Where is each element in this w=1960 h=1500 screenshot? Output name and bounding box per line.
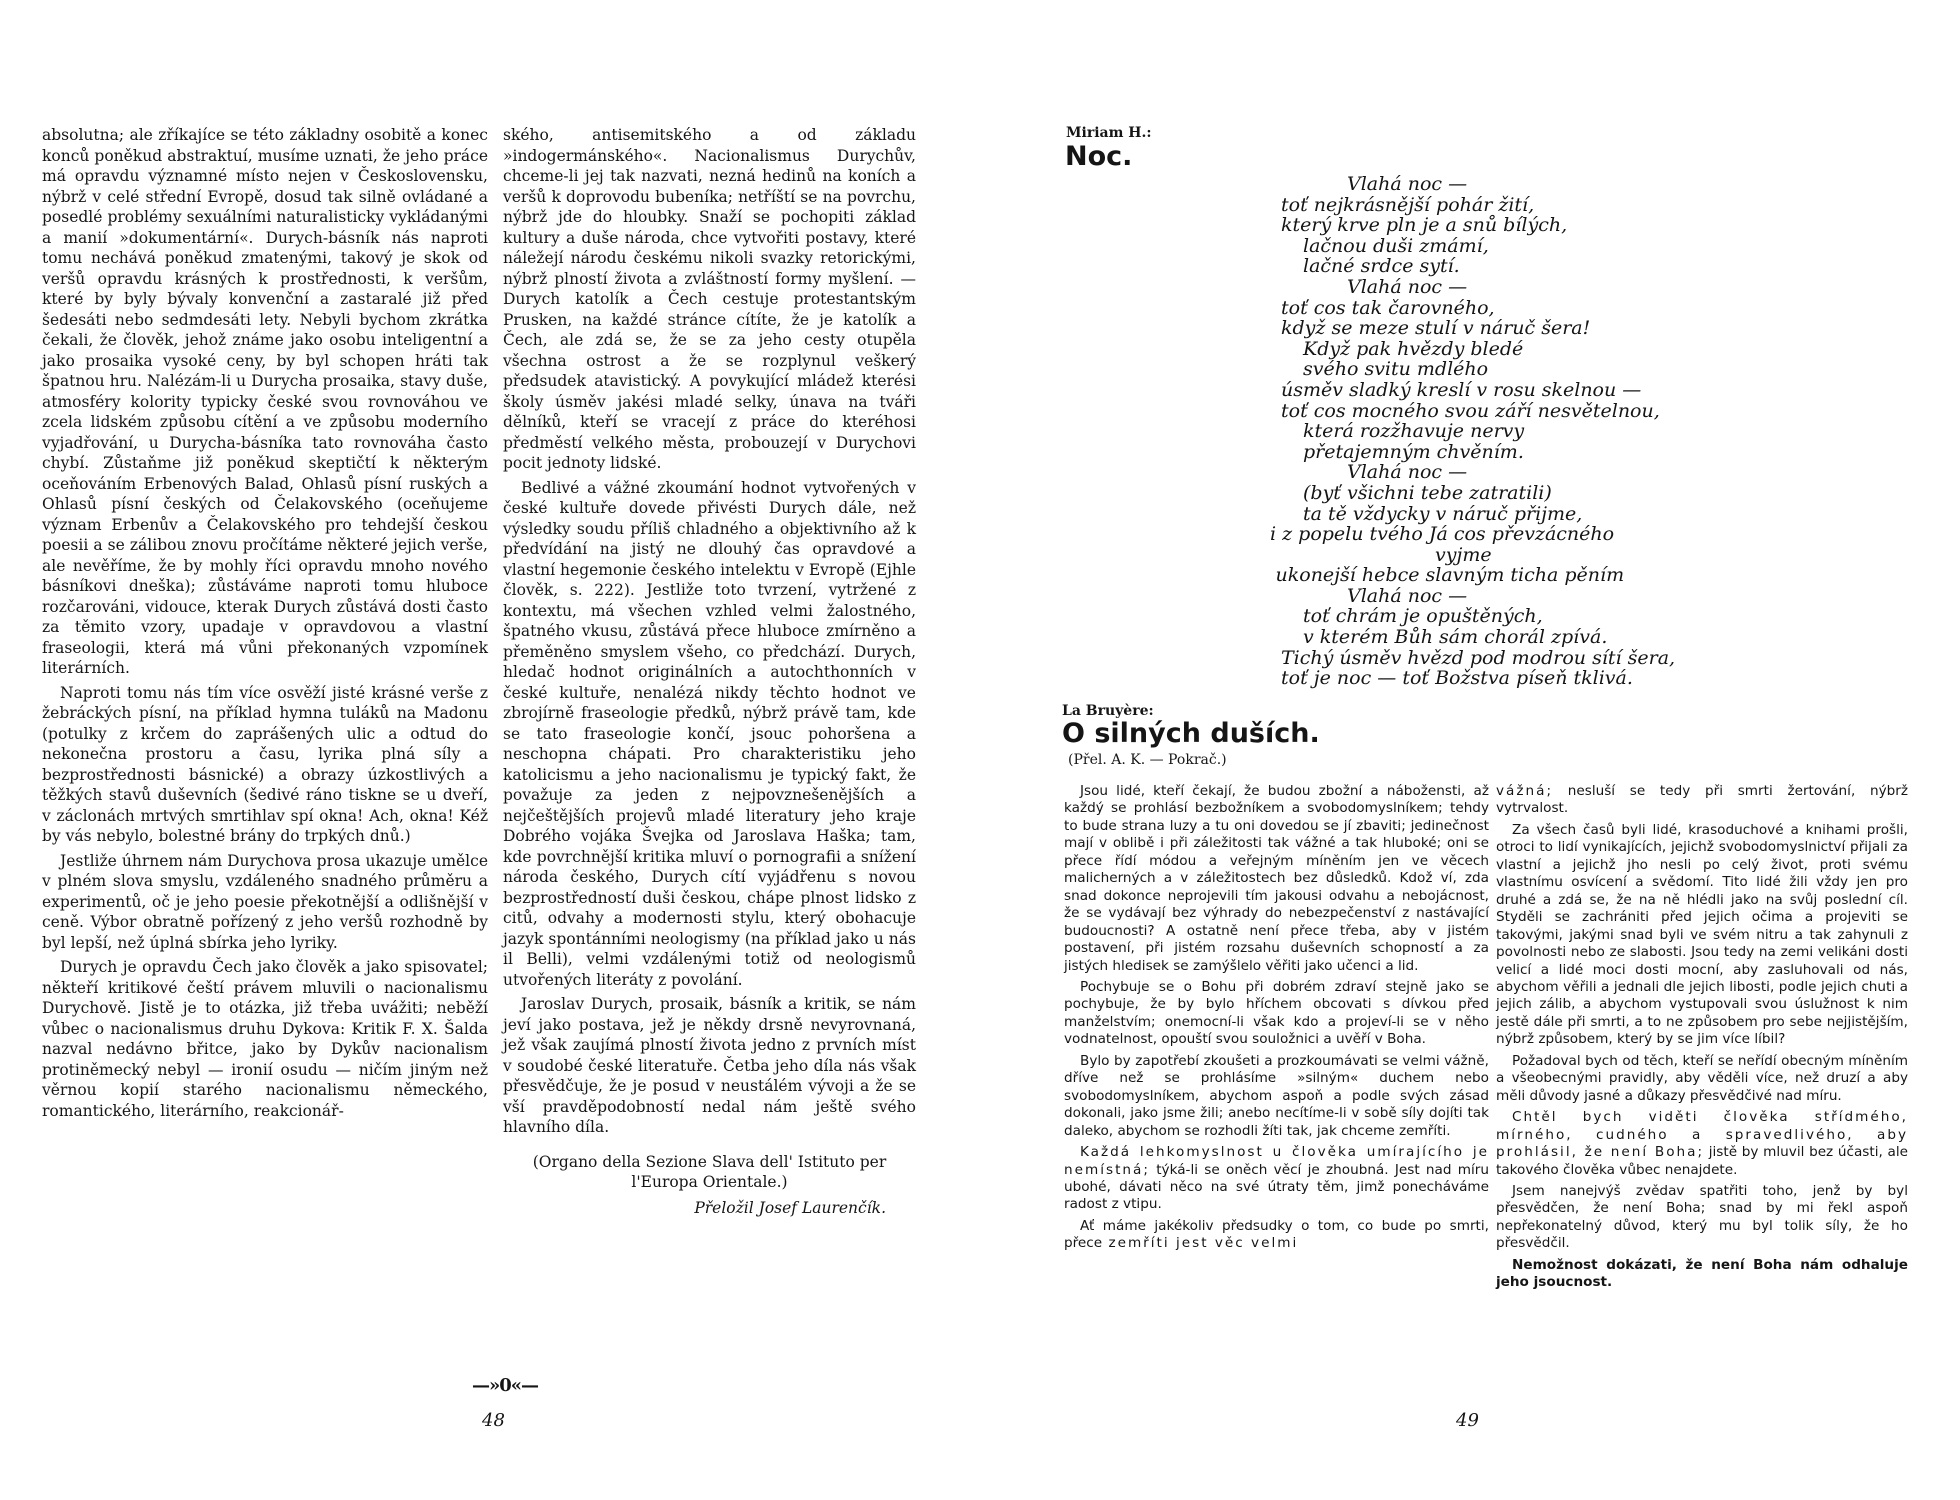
- poem-line: vyjme: [1435, 543, 1492, 566]
- poem-line: toť chrám je opuštěných,: [1303, 605, 1543, 628]
- poem-line: který krve pln je a snů bílých,: [1281, 214, 1568, 237]
- right-page: [980, 0, 1960, 1500]
- paragraph: Naproti tomu nás tím více osvěží jisté krásné verše z žebráckých písní, na příklad hymna tuláků na Madonu (potulky z krčem do zaprášených ulic a odtud do nekonečna prostoru a času, lyrika plná síly a bezprostřednosti básnické) a obrazy úzkostlivých a těžkých stavů duševních (šedivé ráno tiskne se u dveří, v záclonách mrtvých smrtihlav spí okna! Ach, okna! Kéž by vás nebylo, bolestné brány do trpkých dnů.): [42, 683, 488, 845]
- poem-line: toť je noc — toť Božstva píseň tklivá.: [1281, 667, 1633, 690]
- paragraph: [1496, 783, 1908, 818]
- essay-column-2: [1496, 783, 1908, 1296]
- source-note: [503, 1152, 916, 1192]
- paragraph: Jsou lidé, kteří čekají, že budou zbožní a nábožensti, až každý se prohlásí bezbožníkem a svobodomyslníkem; tehdy to bude strana luzy a tu oni dovedou se jí zbaviti; jedinečnost mají v oblibě i při záležitosti tak vážné a tak hluboké; oni se přece řídí módou a veřejným míněním jen ve věcech malicherných a v záležitostech bez důsledků. Kdož ví, zda snad dokonce neprojevili tím jakousi odvahu a nebojácnost, že se vydávají bez výhrady do nebezpečenství z nastávající budoucnosti? A ostatně není přece třeba, aby v jistém postavení, při jistém rozsahu duševních schopností a za jistých hledisek se zamýšlelo věřiti jako učenci a lid.: [1064, 783, 1489, 974]
- poem-line: Když pak hvězdy bledé: [1303, 337, 1524, 360]
- paragraph-bold: Nemožnost dokázati, že není Boha nám odhaluje jeho jsoucnost.: [1496, 1256, 1908, 1291]
- poem-line: toť nejkrásnější pohár žití,: [1281, 193, 1535, 216]
- poem-line: lačné srdce sytí.: [1303, 255, 1460, 278]
- poem-title: Noc.: [1065, 141, 1133, 172]
- paragraph-text: týká-li se oněch věcí je zhoubná. Jest nad míru ubohé, dávati něco na své útraty těm, jimž ponecháváme radost z vtipu.: [1064, 1161, 1489, 1213]
- left-column-1: [42, 125, 488, 1125]
- spaced-emphasis: vážná;: [1496, 783, 1554, 799]
- paragraph: [1496, 1109, 1908, 1179]
- paragraph: Za všech časů byli lidé, krasoduchové a knihami prošli, otroci to lidí vynikajících, jejichž svobodomyslnictví přijali za vlastní a jejichž jho nesli po celý život, proti svému vlastnímu osvícení a svědomí. Tito lidé žili vždy jen pro druhé a zdá se, že na ně hlédli jako na svůj poslední cíl. Styděli se zachrániti před jejich očima a projeviti se takovými, jakými snad byli ve svém nitru a tak zahynuli z povolnosti nebo ze slabosti. Jsou tedy na zemi velikáni dosti velicí a lidé moci dosti mocní, aby zasluhovali od nás, abychom věřili a jednali dle jejich libosti, podle jejich chuti a jejich zálib, a abychom vystupovali svou úslužnost k nim jestě dále při smrti, a to ne způsobem pro sebe nejjistějším, nýbrž způsobem, který by se jim více líbil?: [1496, 821, 1908, 1048]
- page-number: 48: [482, 1410, 505, 1431]
- spaced-emphasis: Chtěl bych viděti člověka střídmého, mírného, cudného a spravedlivého, aby prohlásil, že není Boha;: [1496, 1109, 1908, 1161]
- essay-title: O silných duších.: [1062, 718, 1320, 749]
- poem-line: Vlahá noc —: [1347, 584, 1468, 607]
- poem-line: která rozžhavuje nervy: [1303, 420, 1525, 443]
- poem-line: (byť všichni tebe zatratili): [1303, 481, 1552, 504]
- paragraph: ského, antisemitského a od základu »indogermánského«. Nacionalismus Durychův, chceme-li jej tak nazvati, nezná hedinů na koních a veršů k doprovodu bubeníka; netříští se na povrchu, nýbrž jde do hloubky. Snaží se pochopiti základ kultury a duše národa, chce vytvořiti postavy, které náležejí národu českému nikoli svazky retorickými, nýbrž plností života a zvláštností formy myšlení. — Durych katolík a Čech cestuje protestantským Prusken, na každé stránce cítíte, že je katolík a Čech, ale zdá se, že se za jeho cesty otupěla všechna ostrost a že se rozplynul veškerý předsudek atavistický. A povykující mládež kterési školy úsměv jakési mladé selky, únava na tváři dělníků, kteří se vracejí z práce do kteréhosi předměstí velkého města, probouzejí v Durychovi pocit jednoty lidské.: [503, 126, 916, 472]
- poem-line: i z popelu tvého Já cos převzácného: [1270, 523, 1615, 546]
- poem-author: Miriam H.:: [1066, 125, 1152, 141]
- source-note-line: l'Europa Orientale.): [631, 1172, 788, 1191]
- paragraph-text: nesluší se tedy při smrti žertování, nýbrž vytrvalost.: [1496, 783, 1908, 817]
- poem-line: Vlahá noc —: [1347, 173, 1468, 195]
- poem-line: toť cos mocného svou září nesvětelnou,: [1281, 399, 1660, 422]
- paragraph: [1064, 1144, 1489, 1214]
- poem-line: úsměv sladký kreslí v rosu skelnou —: [1281, 378, 1642, 401]
- poem-line: Vlahá noc —: [1347, 461, 1468, 484]
- source-note-line: (Organo della Sezione Slava dell' Istituto per: [532, 1152, 887, 1171]
- paragraph: Pochybuje se o Bohu při dobrém zdraví stejně jako se pochybuje, že by bylo hříchem obcovati s dívkou před manželstvím; onemocní-li však kdo a projeví-li se v něho vodnatelnost, opouští svou souložnici a uvěří v Boha.: [1064, 978, 1489, 1048]
- left-column-2: [503, 125, 916, 1218]
- paragraph: Jaroslav Durych, prosaik, básník a kritik, se nám jeví jako postava, jež je někdy drsně nevyrovnaná, jež však zaujímá plností života jedno z prvních míst v soudobé české literatuře. Četba jeho díla nás však přesvědčuje, že je posud v neustálém vývoji a že se vší pravděpodobností nedal nám ještě svého hlavního díla.: [503, 995, 916, 1136]
- spaced-emphasis: zemříti jest věc velmi: [1102, 1235, 1299, 1252]
- essay-author: La Bruyère:: [1062, 703, 1154, 719]
- poem-line: když se meze stulí v náruč šera!: [1281, 317, 1591, 340]
- essay-column-1: [1064, 783, 1489, 1257]
- paragraph: [1064, 1218, 1489, 1253]
- poem-line: svého svitu mdlého: [1303, 358, 1489, 381]
- poem-line: ukonejší hebce slavným ticha pěním: [1275, 564, 1625, 587]
- essay-subtitle: (Přel. A. K. — Pokrač.): [1068, 752, 1227, 768]
- poem-line: přetajemným chvěním.: [1303, 440, 1524, 463]
- paragraph: Požadoval bych od těch, kteří se neřídí obecným míněním a všeobecnými pravidly, aby věděli více, než druzí a aby měli důvody jasné a důkazy přesvědčivé nad míru.: [1496, 1052, 1908, 1104]
- poem-line: toť cos tak čarovného,: [1281, 296, 1495, 319]
- paragraph: Jsem nanejvýš zvědav spatřiti toho, jenž by byl přesvědčen, že není Boha; snad by mi řekl aspoň nepřekonatelný důvod, který mu byl tolik síly, že ho přesvědčil.: [1496, 1182, 1908, 1252]
- paragraph: absolutna; ale zříkajíce se této základny osobitě a konec konců poněkud abstraktuí, musíme uznati, že jeho práce má opravdu významné místo nejen v Československu, nýbrž v celé střední Evropě, dosud tak silně ovládané a posedlé problémy sexuálními naturalisticky vykládanými a manií »dokumentární«. Durych-básník nás naproti tomu nechává poněkud zmatenými, takový je skok od veršů opravdu krásných k prostřednosti, k veršům, které by byly bývaly konvenční a zastaralé již před šedesáti nebo sedmdesáti lety. Nebyli bychom zkrátka čekali, že člověk, jehož známe jako osobu inteligentní a jako prosaika vysoké ceny, by byl schopen hráti tak špatnou hru. Nalézám-li u Durycha prosaika, stavy duše, atmosféry kolority typicky české svou rovnováhou ve zcela lidském způsobu cítění a ve způsobu moderního vyjadřování, u Durycha-básníka tato rovnováha často chybí. Zůstaňme již poněkud skeptičtí k některým oceňováním Erbenových Balad, Ohlasů písní ruských a Ohlasů písní českých od Čelakovského (oceňujeme význam Erbenův a Čelakovského pro tehdejší českou poesii a se zálibou znovu pročítáme některé jejich verše, ale nevěříme, že by mohly říci opravdu mnoho nového básníkovi dneška); zůstáváme naproti tomu hluboce rozčarováni, vidouce, kterak Durych zůstává dosti často za těmito vzory, upadaje v opravdovou a vlastní fraseologii, která má vůni překonaných vzpomínek literárních.: [42, 126, 488, 677]
- spaced-emphasis: Každá lehkomyslnost u člověka umírajícího je nemístná;: [1064, 1144, 1489, 1178]
- poem: [1270, 174, 1730, 689]
- translator-credit: Přeložil Josef Laurenčík.: [694, 1198, 886, 1217]
- section-divider: —»0«—: [471, 1375, 539, 1396]
- poem-line: Vlahá noc —: [1347, 275, 1468, 298]
- paragraph: Bedlivé a vážné zkoumání hodnot vytvořených v české kultuře dovede přivésti Durych dále, než výsledky soudu příliš chladného a objektivního až k předvídání na jistý ne dlouhý čas opravdové a vlastní hegemonie českého intelektu v Evropě (Ejhle člověk, s. 222). Jestliže toto tvrzení, vytržené z kontextu, má všechen vzhled velmi žalostného, špatného vkusu, zůstává přece hluboce zmírněno a přeměněno smyslem všeho, co předchází. Durych, hledač hodnot originálních a autochthonních v české kultuře, nenalézá nikdy těchto hodnot ve zbrojírně fraseologie předků, nýbrž právě tam, kde se tato fraseologie končí, jsouc pohoršena a neschopna chápati. Pro charakteristiku jeho katolicismu a jeho nacionalismu je typický fakt, že považuje za jeden z nejpovznešenějších a nejčeštějších projevů mladé literatury jeho kraje Dobrého vojáka Švejka od Jaroslava Haška; tam, kde povrchnější kritika mluví o pornografii a snížení národa českého, Durych cítí vyjádřenu s novou bezprostředností duši českou, chápe plnost lidsko z citů, odvahy a modernosti stylu, který obohacuje jazyk spontánními neologismy (na příklad jako u nás il Belli), velmi vzdálenými totiž od neologismů utvořených literáty z povolání.: [503, 478, 916, 989]
- page-number: 49: [1456, 1410, 1479, 1431]
- paragraph-text: Ať máme jakékoliv předsudky o tom, co bude po smrti, přece: [1064, 1217, 1489, 1252]
- paragraph-text: jistě by mluvil bez účasti, ale takového člověka vůbec nenajdete.: [1496, 1144, 1908, 1178]
- paragraph: Bylo by zapotřebí zkoušeti a prozkoumávati se velmi vážně, dříve než se prohlásíme »silným« duchem nebo svobodomyslníkem, abychom aspoň a podle svých zásad dokonali, jako jsme žili; anebo necítíme-li v sobě síly dojíti tak daleko, abychom se rozhodli žíti tak, jak chceme zemříti.: [1064, 1052, 1489, 1139]
- paragraph: Jestliže úhrnem nám Durychova prosa ukazuje umělce v plném slova smyslu, vzdáleného snadného průměru a experimentů, oč je jeho poesie překotnější a odlišnější v ceně. Výbor obratně pořízený z jeho veršů rozhodně by byl lepší, než úplná sbírka jeho lyriky.: [42, 851, 488, 952]
- poem-line: v kterém Bůh sám chorál zpívá.: [1303, 626, 1608, 649]
- paragraph: Durych je opravdu Čech jako člověk a jako spisovatel; někteří kritikové čeští právem mluvili o nacionalismu Durychově. Jistě je to otázka, již třeba uvážiti; neběží vůbec o nacionalismus druhu Dykova: Kritik F. X. Šalda nazval nedávno břitce, jako by Dykův nacionalism protiněmecký nebyl — ironií osudu — ničím jiným než věrnou kopií starého nacionalismu německého, romantického, literárního, reakcionář-: [42, 958, 488, 1120]
- poem-line: Tichý úsměv hvězd pod modrou sítí šera,: [1281, 646, 1676, 669]
- poem-line: ta tě vždycky v náruč přijme,: [1303, 502, 1583, 525]
- poem-line: lačnou duši zmámí,: [1303, 234, 1489, 257]
